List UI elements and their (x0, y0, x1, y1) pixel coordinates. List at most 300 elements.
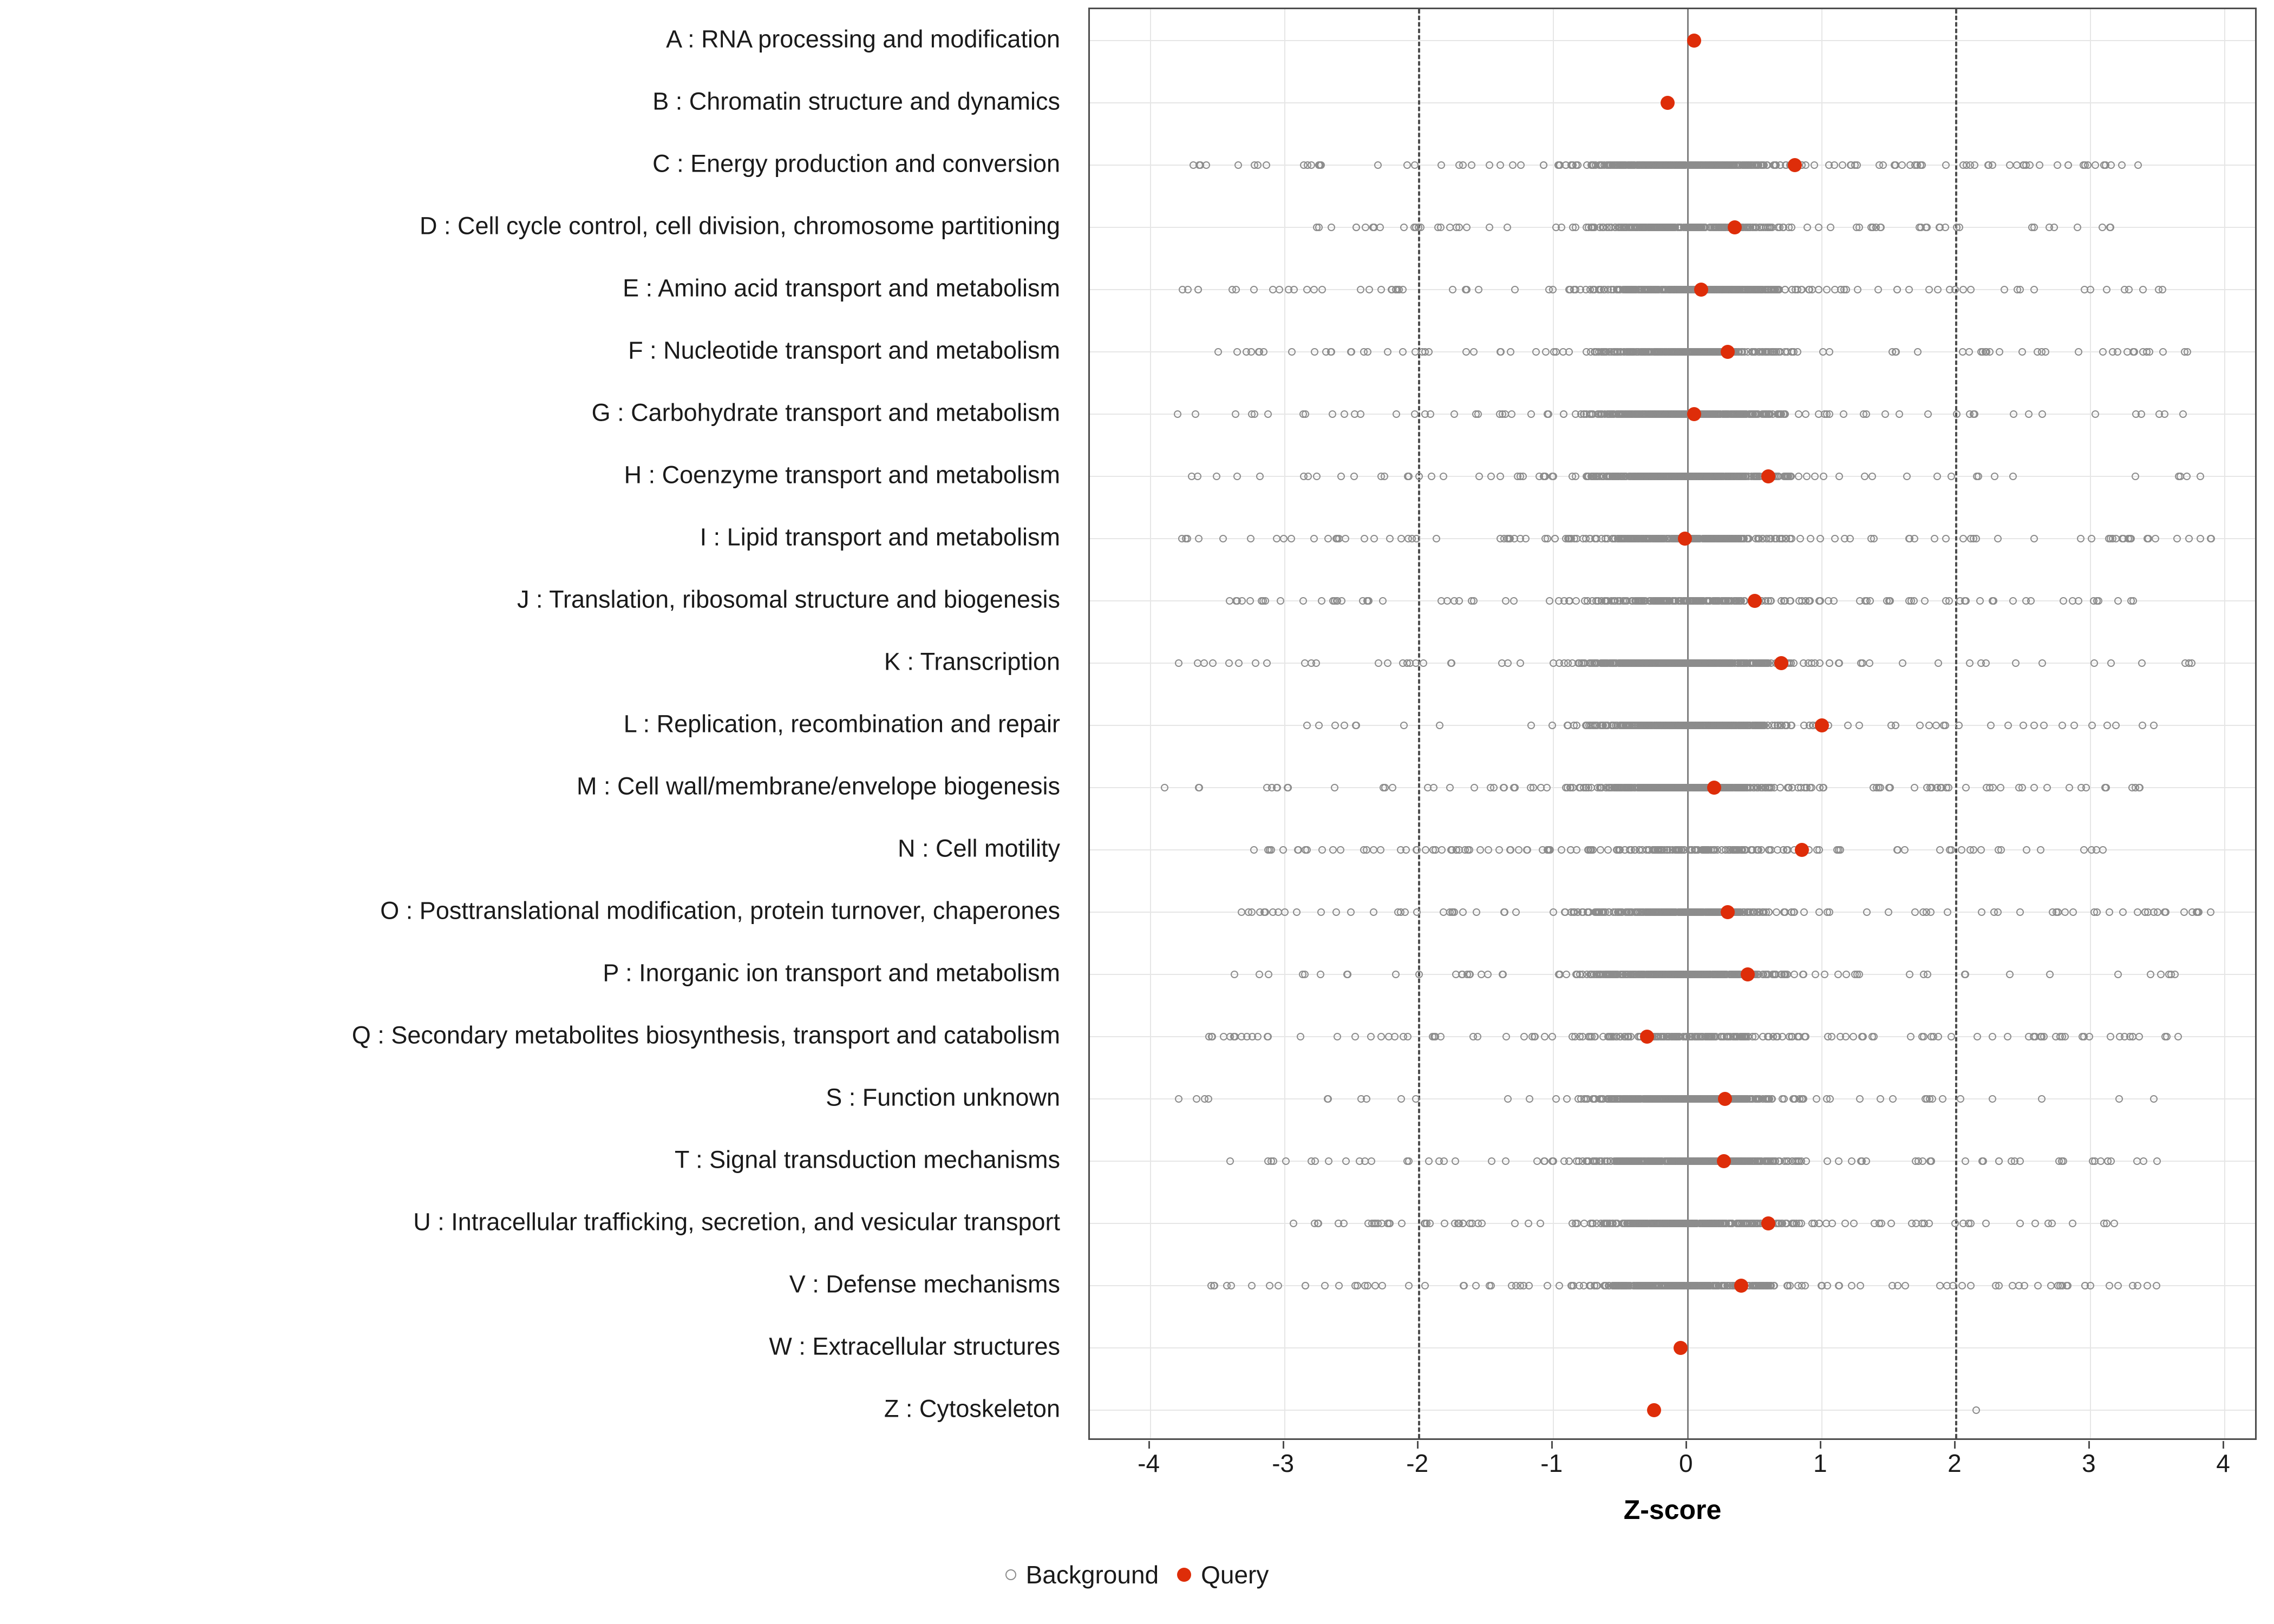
background-point (1977, 846, 1985, 854)
background-point (1487, 473, 1495, 480)
background-point (2020, 722, 2027, 729)
background-point (2180, 908, 2188, 916)
background-point (1723, 286, 1731, 293)
background-point (1248, 908, 1256, 916)
background-point (1195, 161, 1203, 169)
background-point (2146, 348, 2153, 356)
background-point (1700, 535, 1708, 542)
background-point (2197, 535, 2204, 542)
category-label: Q : Secondary metabolites biosynthesis, transport and catabolism (351, 1021, 1060, 1049)
background-point (1617, 161, 1625, 169)
background-point (1784, 846, 1792, 854)
background-point (1893, 846, 1901, 854)
background-point (1331, 722, 1339, 729)
background-point (1835, 473, 1843, 480)
background-point (1643, 286, 1650, 293)
background-point (1598, 161, 1606, 169)
background-point (1413, 535, 1420, 542)
background-point (2069, 908, 2077, 916)
background-point (1800, 908, 1808, 916)
background-point (1250, 286, 1258, 293)
background-point (1264, 410, 1272, 418)
background-point (1786, 473, 1794, 480)
background-point (2075, 348, 2082, 356)
background-point (1415, 473, 1423, 480)
background-point (1802, 410, 1809, 418)
background-point (1322, 348, 1330, 356)
background-point (1961, 597, 1969, 605)
background-point (1945, 597, 1953, 605)
background-point (2179, 410, 2187, 418)
background-point (1826, 908, 1833, 916)
background-point (1450, 410, 1458, 418)
background-point (1647, 161, 1655, 169)
background-point (1365, 286, 1373, 293)
background-point (1527, 784, 1534, 791)
background-point (1527, 410, 1535, 418)
background-point (1820, 473, 1827, 480)
background-point (1726, 722, 1734, 729)
background-point (1428, 473, 1435, 480)
background-point (1676, 846, 1683, 854)
background-point (1567, 846, 1574, 854)
background-point (1473, 908, 1480, 916)
background-point (2036, 161, 2043, 169)
background-point (1959, 286, 1967, 293)
background-point (1887, 722, 1895, 729)
background-point (2090, 659, 2098, 667)
background-point (1811, 659, 1819, 667)
background-point (1759, 908, 1766, 916)
background-point (1263, 784, 1271, 791)
background-point (1497, 473, 1504, 480)
background-point (1870, 535, 1878, 542)
background-point (1925, 286, 1933, 293)
background-point (1815, 410, 1822, 418)
background-point (1566, 535, 1573, 542)
background-point (1267, 846, 1275, 854)
background-point (1583, 348, 1590, 356)
background-point (1475, 286, 1482, 293)
background-point (1944, 908, 1951, 916)
background-point (2099, 348, 2107, 356)
background-point (1942, 161, 1950, 169)
background-point (1937, 784, 1944, 791)
category-label: D : Cell cycle control, cell division, chromosome partitioning (420, 212, 1060, 240)
background-point (1384, 348, 1391, 356)
background-point (2037, 846, 2044, 854)
background-point (1911, 908, 1919, 916)
background-point (1948, 473, 1955, 480)
background-point (1604, 597, 1611, 605)
background-point (1341, 410, 1348, 418)
background-point (2016, 908, 2024, 916)
background-point (2184, 348, 2191, 356)
background-point (2014, 286, 2021, 293)
background-point (2134, 161, 2142, 169)
grid-line-horizontal (1090, 1347, 2255, 1348)
background-point (1885, 784, 1893, 791)
background-point (1853, 224, 1860, 231)
background-point (1238, 908, 1245, 916)
background-point (1352, 224, 1360, 231)
background-point (1603, 348, 1610, 356)
background-point (1357, 286, 1364, 293)
background-point (1718, 846, 1726, 854)
background-point (1656, 348, 1664, 356)
background-point (1636, 846, 1643, 854)
background-point (1455, 224, 1463, 231)
background-point (1328, 224, 1335, 231)
background-point (1737, 348, 1745, 356)
background-point (1234, 161, 1242, 169)
background-point (1987, 722, 1995, 729)
background-point (1652, 659, 1659, 667)
background-point (2207, 535, 2214, 542)
background-point (1476, 846, 1484, 854)
background-point (1331, 784, 1338, 791)
background-point (1600, 286, 1608, 293)
background-point (2026, 161, 2034, 169)
background-point (1620, 659, 1628, 667)
background-point (1284, 784, 1292, 791)
background-point (1436, 722, 1443, 729)
background-point (1936, 224, 1943, 231)
background-point (1632, 597, 1640, 605)
background-point (1655, 161, 1662, 169)
background-point (1370, 908, 1377, 916)
background-point (1560, 410, 1567, 418)
background-point (1820, 784, 1827, 791)
background-point (1496, 410, 1504, 418)
background-point (1318, 286, 1326, 293)
background-point (2107, 659, 2115, 667)
background-point (1761, 659, 1769, 667)
background-point (1329, 410, 1336, 418)
background-point (1978, 908, 1985, 916)
category-label: I : Lipid transport and metabolism (700, 523, 1060, 551)
background-point (1664, 161, 1672, 169)
background-point (1759, 784, 1766, 791)
background-point (1905, 597, 1913, 605)
background-point (1831, 535, 1839, 542)
background-point (1386, 535, 1394, 542)
background-point (2004, 722, 2012, 729)
background-point (1612, 224, 1619, 231)
background-point (1583, 224, 1590, 231)
background-point (1626, 846, 1633, 854)
background-point (1967, 535, 1975, 542)
background-point (1670, 908, 1678, 916)
background-point (1329, 846, 1337, 854)
background-point (1694, 224, 1701, 231)
background-point (1741, 161, 1748, 169)
background-point (2119, 908, 2127, 916)
background-point (1956, 224, 1963, 231)
background-point (1803, 473, 1811, 480)
background-point (2009, 473, 2017, 480)
background-point (1774, 722, 1781, 729)
background-point (1415, 224, 1422, 231)
background-point (1232, 286, 1240, 293)
background-point (1879, 161, 1887, 169)
background-point (1377, 846, 1384, 854)
background-point (1294, 846, 1302, 854)
background-point (1874, 286, 1882, 293)
background-point (1517, 161, 1525, 169)
background-point (1462, 286, 1469, 293)
background-point (1515, 846, 1522, 854)
background-point (1761, 348, 1769, 356)
background-point (1924, 410, 1932, 418)
background-point (2001, 286, 2008, 293)
category-label: T : Signal transduction mechanisms (674, 1145, 1060, 1174)
background-point (1953, 410, 1961, 418)
background-point (1233, 473, 1241, 480)
background-point (1558, 224, 1565, 231)
background-point (1273, 535, 1280, 542)
background-point (1500, 535, 1508, 542)
background-point (1650, 286, 1658, 293)
background-point (2139, 722, 2146, 729)
background-point (1338, 597, 1345, 605)
background-point (2038, 659, 2046, 667)
background-point (2099, 224, 2106, 231)
background-point (1970, 846, 1977, 854)
background-point (1671, 597, 1679, 605)
background-point (2119, 535, 2126, 542)
background-point (1726, 161, 1734, 169)
background-point (1609, 659, 1617, 667)
background-point (1203, 161, 1210, 169)
background-point (1540, 161, 1547, 169)
background-point (1684, 286, 1692, 293)
background-point (1422, 846, 1429, 854)
background-point (1678, 410, 1685, 418)
background-point (1375, 659, 1382, 667)
background-point (1624, 784, 1631, 791)
background-point (1421, 348, 1429, 356)
background-point (1913, 161, 1921, 169)
background-point (1746, 722, 1753, 729)
background-point (2023, 846, 2030, 854)
background-point (1704, 659, 1711, 667)
background-point (1255, 348, 1263, 356)
background-point (2069, 597, 2076, 605)
background-point (1300, 161, 1308, 169)
background-point (1280, 535, 1288, 542)
background-point (2132, 473, 2139, 480)
background-point (1846, 535, 1854, 542)
background-point (1251, 410, 1258, 418)
background-point (1731, 410, 1739, 418)
background-point (1763, 161, 1770, 169)
background-point (1195, 535, 1203, 542)
background-point (1303, 846, 1311, 854)
background-point (1363, 846, 1370, 854)
background-point (1934, 286, 1942, 293)
background-point (1625, 224, 1632, 231)
background-point (1337, 846, 1344, 854)
background-point (1704, 410, 1712, 418)
background-point (1545, 846, 1553, 854)
background-point (2077, 535, 2084, 542)
background-point (1835, 659, 1842, 667)
background-point (1772, 161, 1780, 169)
background-point (1609, 473, 1617, 480)
background-point (1991, 473, 1998, 480)
background-point (1591, 348, 1598, 356)
background-point (1885, 908, 1892, 916)
background-point (1561, 908, 1569, 916)
background-point (1921, 597, 1929, 605)
background-point (1511, 286, 1519, 293)
background-point (1273, 784, 1281, 791)
background-point (1545, 286, 1553, 293)
background-point (1965, 348, 1973, 356)
background-point (2103, 722, 2111, 729)
background-point (1796, 535, 1804, 542)
background-point (1740, 410, 1748, 418)
background-point (1935, 659, 1942, 667)
background-point (1377, 473, 1385, 480)
background-point (1755, 535, 1763, 542)
background-point (1455, 161, 1463, 169)
background-point (1703, 348, 1711, 356)
background-point (1365, 597, 1373, 605)
background-point (1748, 348, 1756, 356)
background-point (1825, 161, 1833, 169)
background-point (1919, 908, 1927, 916)
background-point (2030, 286, 2038, 293)
background-point (2125, 286, 2133, 293)
category-label: K : Transcription (884, 647, 1060, 676)
background-point (1318, 597, 1325, 605)
background-point (1564, 784, 1571, 791)
background-point (1558, 846, 1565, 854)
background-point (1811, 473, 1819, 480)
background-point (2193, 908, 2200, 916)
background-point (1681, 473, 1689, 480)
background-point (1788, 908, 1795, 916)
background-point (1914, 348, 1922, 356)
background-point (2150, 722, 2158, 729)
background-point (1773, 535, 1780, 542)
background-point (1213, 473, 1220, 480)
background-point (1701, 224, 1708, 231)
background-point (2088, 535, 2095, 542)
background-point (1861, 473, 1868, 480)
background-point (1573, 722, 1580, 729)
background-point (1638, 535, 1646, 542)
background-point (1643, 846, 1650, 854)
background-point (1713, 348, 1721, 356)
background-point (1729, 473, 1736, 480)
background-point (1783, 348, 1791, 356)
background-point (1616, 846, 1624, 854)
background-point (1955, 722, 1963, 729)
background-point (1655, 410, 1663, 418)
background-point (2138, 659, 2146, 667)
background-point (1986, 348, 1994, 356)
category-label: U : Intracellular trafficking, secretion, and vesicular transport (413, 1208, 1060, 1236)
background-point (1747, 286, 1755, 293)
background-point (1497, 161, 1504, 169)
background-point (1977, 659, 1985, 667)
background-point (1881, 410, 1889, 418)
category-label: Z : Cytoskeleton (884, 1394, 1060, 1423)
background-point (2207, 908, 2214, 916)
background-point (1589, 161, 1597, 169)
background-point (1400, 722, 1408, 729)
background-point (1676, 784, 1683, 791)
background-point (1175, 659, 1182, 667)
background-point (1892, 161, 1899, 169)
background-point (1598, 410, 1605, 418)
background-point (2006, 161, 2014, 169)
background-point (2054, 161, 2061, 169)
background-point (1633, 908, 1641, 916)
background-point (1302, 410, 1309, 418)
background-point (1942, 722, 1949, 729)
background-point (1194, 286, 1202, 293)
background-point (1432, 846, 1439, 854)
background-point (1293, 908, 1301, 916)
background-point (2064, 161, 2072, 169)
background-point (1252, 659, 1259, 667)
background-point (1350, 473, 1358, 480)
background-point (1996, 348, 2003, 356)
background-point (1369, 224, 1377, 231)
background-point (1411, 161, 1419, 169)
background-point (1708, 722, 1716, 729)
background-point (2092, 410, 2099, 418)
background-point (1277, 597, 1284, 605)
background-point (2030, 722, 2038, 729)
background-point (1324, 535, 1332, 542)
background-point (2107, 535, 2114, 542)
background-point (1590, 286, 1598, 293)
background-point (1899, 659, 1906, 667)
background-point (1569, 473, 1576, 480)
background-point (1357, 410, 1364, 418)
grid-line-horizontal (1090, 1410, 2255, 1411)
background-point (1826, 659, 1833, 667)
background-point (1657, 535, 1665, 542)
background-point (1332, 535, 1340, 542)
background-point (1188, 473, 1195, 480)
background-point (1748, 410, 1755, 418)
background-point (1308, 161, 1315, 169)
background-point (1254, 161, 1262, 169)
background-point (1760, 224, 1767, 231)
background-point (1474, 410, 1482, 418)
background-point (2155, 286, 2162, 293)
background-point (1906, 535, 1913, 542)
background-point (1855, 722, 1863, 729)
background-point (1420, 659, 1427, 667)
background-point (1192, 410, 1199, 418)
background-point (1565, 597, 1573, 605)
background-point (1512, 908, 1520, 916)
background-point (1901, 846, 1909, 854)
background-point (1687, 659, 1695, 667)
background-point (1766, 784, 1774, 791)
background-point (1585, 784, 1592, 791)
background-point (1572, 597, 1580, 605)
background-point (1507, 348, 1514, 356)
background-point (1209, 659, 1217, 667)
